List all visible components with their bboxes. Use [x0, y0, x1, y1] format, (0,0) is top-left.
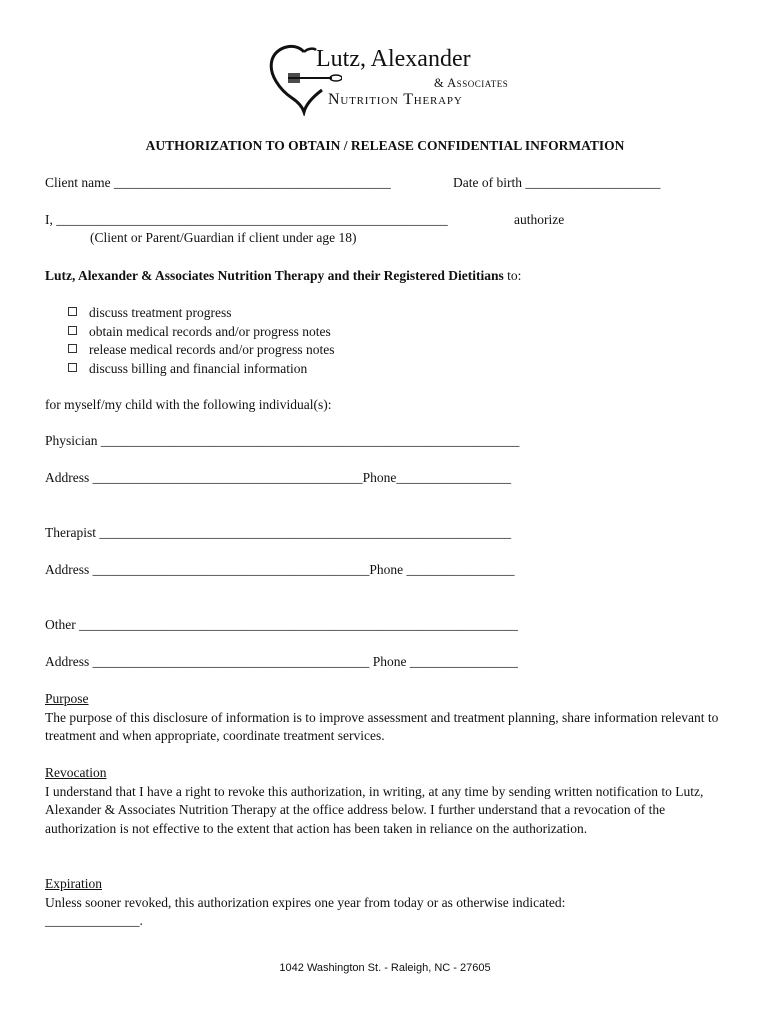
expiration-heading: Expiration: [45, 876, 102, 891]
page-title: AUTHORIZATION TO OBTAIN / RELEASE CONFIDENTIAL INFORMATION: [145, 138, 625, 153]
logo-line1: Lutz, Alexander: [316, 46, 471, 72]
therapist-address-field[interactable]: _________________________________________: [92, 562, 370, 577]
other-address-row: [45, 654, 518, 670]
client-name-field[interactable]: _________________________________________: [113, 175, 391, 190]
authorize-prefix: I,: [45, 212, 53, 227]
other-phone-field[interactable]: ________________: [409, 654, 518, 669]
checklist-item: release medical records and/or progress notes: [68, 341, 335, 360]
therapist-address-row: [45, 562, 515, 578]
expiration-section: [45, 875, 735, 931]
purpose-section: [45, 690, 735, 746]
checklist-item: discuss treatment progress: [68, 304, 335, 323]
authorize-note: (Client or Parent/Guardian if client under age 18): [90, 230, 357, 245]
physician-label: Physician: [45, 433, 98, 448]
footer-address: 1042 Washington St. - Raleigh, NC - 27605: [279, 962, 491, 974]
dob-label: Date of birth: [453, 175, 522, 190]
dob-field[interactable]: ____________________: [525, 175, 661, 190]
phone-label: Phone: [372, 654, 407, 669]
other-field[interactable]: _________________________________________________________________: [79, 617, 518, 632]
checkbox[interactable]: [68, 307, 77, 316]
checkbox[interactable]: [68, 326, 77, 335]
therapist-row: [45, 525, 511, 541]
physician-address-field[interactable]: ________________________________________: [92, 470, 363, 485]
checklist-item: obtain medical records and/or progress notes: [68, 323, 335, 342]
individuals-intro: for myself/my child with the following individual(s):: [45, 397, 332, 412]
physician-address-row: [45, 470, 511, 486]
checkbox[interactable]: [68, 344, 77, 353]
expiration-text: Unless sooner revoked, this authorization expires one year from today or as otherwise indicated:: [45, 894, 566, 910]
therapist-phone-field[interactable]: ________________: [406, 562, 515, 577]
logo-line2: & Associates: [434, 76, 509, 90]
physician-field[interactable]: ______________________________________________________________: [100, 433, 520, 448]
company-logo: [262, 44, 522, 116]
checklist-item: discuss billing and financial information: [68, 360, 335, 379]
revocation-heading: Revocation: [45, 765, 107, 780]
logo-line3: Nutrition Therapy: [328, 91, 463, 108]
purpose-heading: Purpose: [45, 691, 89, 706]
dob-row: [453, 175, 660, 191]
org-to: to:: [507, 268, 522, 283]
address-label: Address: [45, 654, 90, 669]
purpose-text: The purpose of this disclosure of information is to improve assessment and treatment planning, share information relevant to treatment and when appropriate, coordinate treatment services.: [45, 709, 719, 743]
therapist-label: Therapist: [45, 525, 96, 540]
client-name-label: Client name: [45, 175, 111, 190]
address-label: Address: [45, 470, 90, 485]
phone-label: Phone: [362, 470, 397, 485]
other-row: [45, 617, 518, 633]
org-name: Lutz, Alexander & Associates Nutrition Therapy and their Registered Dietitians: [45, 268, 504, 283]
authorize-suffix: authorize: [514, 212, 565, 227]
checkbox[interactable]: [68, 363, 77, 372]
checklist: [68, 304, 335, 378]
other-label: Other: [45, 617, 76, 632]
authorize-row: [45, 212, 448, 228]
therapist-field[interactable]: _____________________________________________________________: [99, 525, 512, 540]
client-name-row: [45, 175, 391, 191]
expiration-date-field[interactable]: ______________.: [45, 913, 143, 928]
physician-phone-field[interactable]: _________________: [396, 470, 512, 485]
other-address-field[interactable]: _________________________________________: [92, 654, 370, 669]
revocation-section: [45, 764, 735, 838]
physician-row: [45, 433, 519, 449]
phone-label: Phone: [369, 562, 404, 577]
authorizer-name-field[interactable]: __________________________________________________________: [56, 212, 448, 227]
org-line: [45, 268, 521, 284]
address-label: Address: [45, 562, 90, 577]
revocation-text: I understand that I have a right to revoke this authorization, in writing, at any time by sending written notification to Lutz, Alexander & Associates Nutrition Therapy at the office address below. I further understand that a revocation of the authorization is not effective to the extent that action has been taken in reliance on the authorization.: [45, 783, 704, 836]
